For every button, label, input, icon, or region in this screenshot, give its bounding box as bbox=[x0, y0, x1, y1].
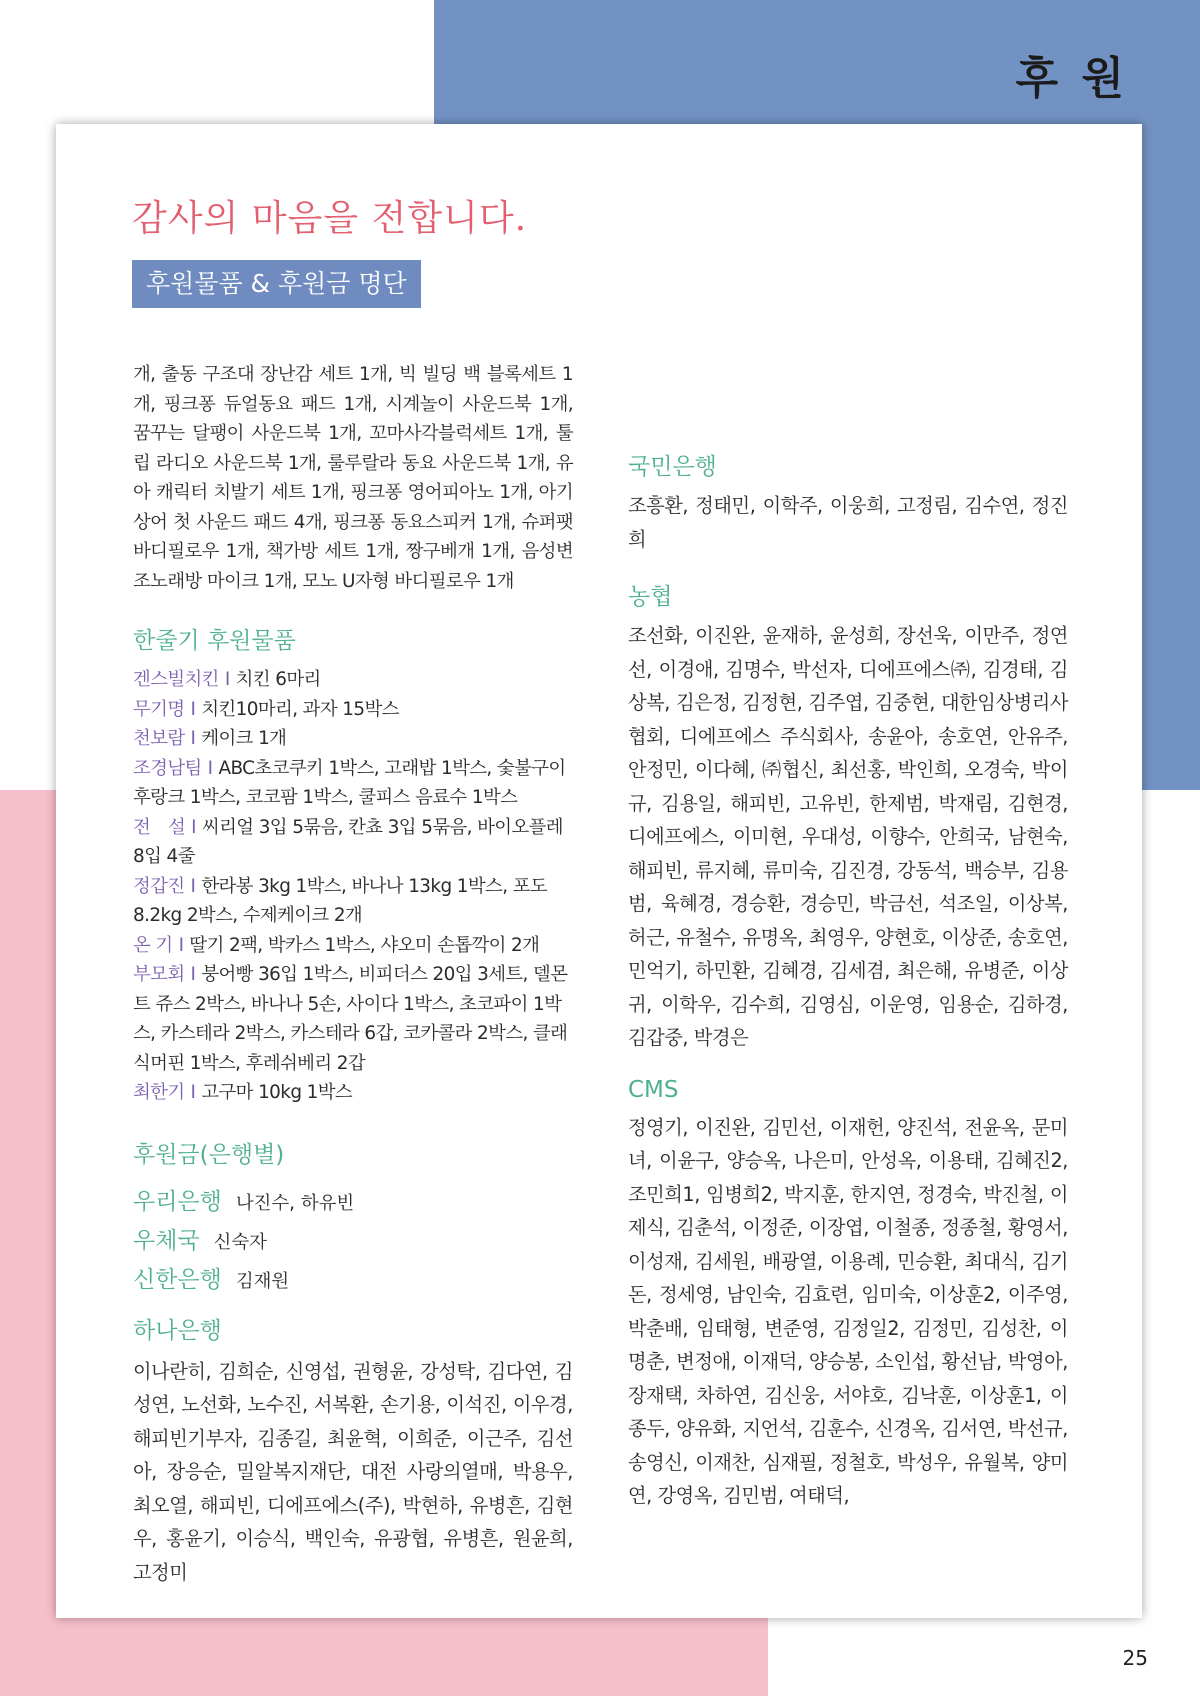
goods-list bbox=[133, 665, 573, 1108]
cms-donors: 정영기, 이진완, 김민선, 이재헌, 양진석, 전윤옥, 문미녀, 이윤구, 양승옥, 나은미, 안성옥, 이용태, 김혜진2, 조민희1, 임병희2, 박지훈, 한지연, 정경숙, 박진철, 이제식, 김춘석, 이정준, 이장엽, 이철종, 정종철, 황영서, 이성재, 김세원, 배광열, 이용례, 민승환, 최대식, 김기돈, 정세영, 남인숙, 김효련, 임미숙, 이상훈2, 이주영, 박춘배, 임태형, 변준영, 김정일2, 김정민, 김성찬, 이명춘, 변정애, 이재덕, 양승봉, 소인섭, 황선남, 박영아, 장재택, 차하연, 김신웅, 서야호, 김낙훈, 이상훈1, 이종두, 양유화, 지언석, 김훈수, 신경옥, 김서연, 박선규, 송영신, 이재찬, 심재필, 정철호, 박성우, 유월복, 양미연, 강영옥, 김민범, 여태덕, bbox=[628, 1115, 1068, 1507]
donor-separator: I bbox=[190, 1082, 196, 1103]
bank-donors: 나진수, 하유빈 bbox=[235, 1192, 355, 1214]
bank-donors: 신숙자 bbox=[213, 1231, 267, 1253]
bank-row-post-office bbox=[133, 1222, 573, 1261]
goods-item-description: ABC초코쿠키 1박스, 고래밥 1박스, 숯불구이 후랑크 1박스, 코코팜 1박스, 쿨피스 음료수 1박스 bbox=[133, 757, 566, 808]
goods-section-heading: 한줄기 후원물품 bbox=[133, 628, 296, 654]
goods-donor-name: 부모회 bbox=[133, 964, 185, 985]
goods-item-description: 한라봉 3kg 1박스, 바나나 13kg 1박스, 포도 8.2kg 2박스, 수제케이크 2개 bbox=[133, 875, 548, 926]
goods-item-description: 딸기 2팩, 박카스 1박스, 샤오미 손톱깍이 2개 bbox=[189, 934, 540, 956]
goods-item-description: 붕어빵 36입 1박스, 비피더스 20입 3세트, 델몬트 쥬스 2박스, 바나나 5손, 사이다 1박스, 초코파이 1박스, 카스테라 2박스, 카스테라 6갑, 코카콜라 2박스, 클래식머핀 1박스, 후레쉬베리 2갑 bbox=[133, 964, 568, 1074]
bank-name: 우체국 bbox=[133, 1227, 200, 1254]
cms-heading: CMS bbox=[628, 1076, 679, 1103]
bank-donors: 김재원 bbox=[235, 1270, 290, 1292]
nonghyup-donors: 조선화, 이진완, 윤재하, 윤성희, 장선욱, 이만주, 정연선, 이경애, 김명수, 박선자, 디에프에스㈜, 김경태, 김상복, 김은정, 김정현, 김주엽, 김중현, 대한임상병리사협회, 디에프에스 주식회사, 송윤아, 송호연, 안유주, 안정민, 이다혜, ㈜협신, 최선홍, 박인희, 오경숙, 박이규, 김용일, 해피빈, 고유빈, 한제범, 박재림, 김현경, 디에프에스, 이미현, 우대성, 이향수, 안희국, 남현숙, 해피빈, 류지혜, 류미숙, 김진경, 강동석, 백승부, 김용범, 육혜경, 경승환, 경승민, 박금선, 석조일, 이상복, 허근, 유철수, 유명옥, 최영우, 양현호, 이상준, 송호연, 민억기, 하민환, 김혜경, 김세겸, 최은해, 유병준, 이상귀, 이학우, 김수희, 김영심, 이운영, 임용순, 김하경, 김갑중, 박경은 bbox=[628, 624, 1068, 1049]
kookmin-bank-donors: 조흥환, 정태민, 이학주, 이웅희, 고정림, 김수연, 정진희 bbox=[628, 494, 1068, 551]
subtitle-banner: 후원물품 & 후원금 명단 bbox=[132, 260, 421, 308]
goods-donor-name: 천보람 bbox=[133, 728, 185, 749]
donor-separator: I bbox=[190, 728, 196, 749]
page-title: 감사의 마음을 전합니다. bbox=[132, 198, 528, 239]
bank-name: 신한은행 bbox=[133, 1266, 222, 1293]
goods-donor-name: 전 설 bbox=[133, 816, 186, 838]
goods-item bbox=[133, 724, 573, 754]
donor-separator: I bbox=[207, 757, 213, 779]
goods-donor-name: 조경남팀 bbox=[133, 757, 202, 779]
bank-name: 우리은행 bbox=[133, 1188, 222, 1215]
goods-item-description: 치킨10마리, 과자 15박스 bbox=[201, 698, 399, 720]
goods-item bbox=[133, 931, 573, 961]
goods-item bbox=[133, 695, 573, 725]
donor-separator: I bbox=[190, 875, 196, 897]
goods-donor-name: 겐스빌치킨 bbox=[133, 669, 219, 690]
page-number: 25 bbox=[1122, 1646, 1148, 1670]
goods-donor-name: 무기명 bbox=[133, 698, 185, 720]
goods-intro-text: 개, 출동 구조대 장난감 세트 1개, 빅 빌딩 백 블록세트 1개, 핑크퐁 듀얼동요 패드 1개, 시계놀이 사운드북 1개, 꿈꾸는 달팽이 사운드북 1개, 꼬마사각블럭세트 1개, 툴립 라디오 사운드북 1개, 룰루랄라 동요 사운드북 1개, 유아 캐릭터 치발기 세트 1개, 핑크퐁 영어피아노 1개, 아기상어 첫 사운드 패드 4개, 핑크퐁 동요스피커 1개, 슈퍼팻 바디필로우 1개, 책가방 세트 1개, 짱구베개 1개, 음성변조노래방 마이크 1개, 모노 U자형 바디필로우 1개 bbox=[133, 364, 573, 592]
goods-donor-name: 정갑진 bbox=[133, 875, 185, 897]
kookmin-bank-heading: 국민은행 bbox=[628, 454, 717, 480]
nonghyup-heading: 농협 bbox=[628, 584, 673, 610]
bank-section-heading: 후원금(은행별) bbox=[133, 1141, 285, 1168]
goods-item-description: 치킨 6마리 bbox=[235, 669, 321, 690]
goods-donor-name: 최한기 bbox=[133, 1082, 185, 1103]
bank-row-shinhan bbox=[133, 1261, 573, 1300]
goods-item bbox=[133, 813, 573, 872]
donor-separator: I bbox=[178, 934, 184, 956]
goods-item bbox=[133, 665, 573, 695]
hana-bank-donors: 이나란히, 김희순, 신영섭, 권형윤, 강성탁, 김다연, 김성연, 노선화, 노수진, 서복환, 손기용, 이석진, 이우경, 해피빈기부자, 김종길, 최윤혁, 이희준, 이근주, 김선아, 장응순, 밀알복지재단, 대전 사랑의열매, 박용우, 최오열, 해피빈, 디에프에스(주), 박현하, 유병흔, 김현우, 홍윤기, 이승식, 백인숙, 유광협, 유병흔, 원윤희, 고정미 bbox=[133, 1359, 573, 1584]
goods-item bbox=[133, 960, 573, 1078]
goods-donor-name: 온 기 bbox=[133, 934, 173, 956]
goods-item-description: 케이크 1개 bbox=[201, 728, 287, 749]
left-column bbox=[133, 360, 573, 1589]
goods-item-description: 고구마 10kg 1박스 bbox=[201, 1082, 353, 1103]
bank-row-woori bbox=[133, 1183, 573, 1222]
donor-separator: I bbox=[224, 669, 230, 690]
goods-item bbox=[133, 1078, 573, 1108]
hana-bank-heading: 하나은행 bbox=[133, 1317, 222, 1344]
section-header-title: 후 원 bbox=[1015, 53, 1128, 104]
goods-item bbox=[133, 872, 573, 931]
goods-item bbox=[133, 754, 573, 813]
donor-separator: I bbox=[190, 964, 196, 985]
donor-separator: I bbox=[191, 816, 196, 838]
right-column bbox=[628, 362, 1068, 1513]
goods-item-description: 씨리얼 3입 5묶음, 칸쵸 3입 5묶음, 바이오플레 8입 4줄 bbox=[133, 816, 563, 867]
donor-separator: I bbox=[190, 698, 196, 720]
